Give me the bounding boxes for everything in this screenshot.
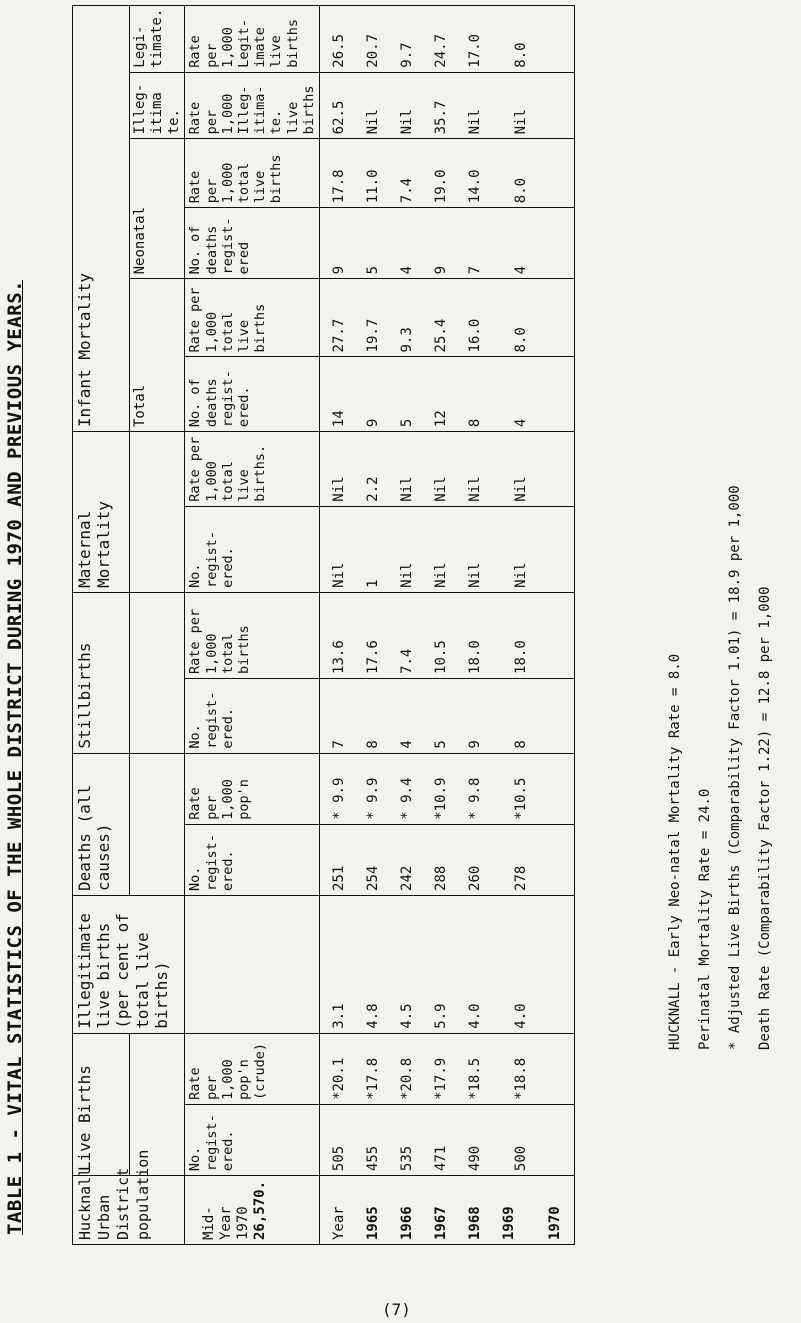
header-live-births: Live Births (73, 1033, 130, 1175)
header-illeg-rate: Rate per 1,000 Illeg-itima-te. live births (185, 72, 320, 139)
table-cell: 9 (466, 740, 483, 749)
table-cell: 260 (466, 865, 483, 891)
spacer (130, 432, 185, 593)
header-still-rate: Rate per 1,000 total births (185, 592, 320, 678)
table-cell: Nil (398, 476, 415, 502)
table-cell: *17.9 (432, 1057, 449, 1100)
table-cell: 1 (364, 579, 381, 588)
header-maternal: Maternal Mortality (73, 432, 130, 593)
table-cell: 4.8 (364, 1003, 381, 1029)
header-deaths-rate: Rate per 1,000 pop'n (185, 753, 320, 824)
table-cell: 7 (330, 740, 347, 749)
header-illeg-pct-blank (185, 895, 320, 1033)
table-cell: * 9.9 (364, 777, 381, 820)
neo-no-column (319, 208, 574, 279)
table-cell: 7.4 (398, 177, 415, 204)
footnotes (660, 330, 780, 1050)
table-cell: Nil (398, 562, 415, 588)
vital-statistics-table (72, 5, 575, 1245)
table-cell: 1968 (466, 1206, 483, 1240)
table-cell: Nil (512, 476, 529, 502)
table-cell: 4.0 (512, 1003, 529, 1029)
table-cell: Nil (466, 109, 483, 135)
table-cell: Nil (364, 109, 381, 135)
table-cell: 4 (512, 265, 529, 275)
table-cell: 9 (330, 265, 347, 275)
table-cell: 16.0 (466, 318, 483, 353)
table-cell: * 9.4 (398, 777, 415, 820)
table-cell: 18.0 (512, 640, 529, 674)
table-cell: 471 (432, 1145, 449, 1172)
table-cell: *17.8 (364, 1057, 381, 1100)
year-column (319, 1176, 574, 1245)
still-no-column (319, 678, 574, 753)
header-lb-rate: Rate per 1,000 pop'n (crude) (185, 1033, 320, 1104)
table-cell: 11.0 (364, 169, 381, 204)
table-cell: 17.0 (466, 34, 483, 68)
rotated-table-block (4, 5, 570, 1245)
header-lb-no: No. regist-ered. (185, 1104, 320, 1175)
table-cell: 5.9 (432, 1003, 449, 1029)
table-cell: 10.5 (432, 640, 449, 674)
table-cell: *18.8 (512, 1057, 529, 1100)
table-cell: 8.0 (512, 327, 529, 353)
table-cell: 7 (466, 265, 483, 275)
table-cell: 5 (364, 265, 381, 275)
year-label: Year (330, 1206, 347, 1240)
table-cell: 1969 (500, 1206, 517, 1240)
note-line: * Adjusted Live Births (Comparability Factor 1.01) = 18.9 per 1,000 (727, 485, 743, 1050)
deaths-no-column (319, 824, 574, 895)
table-cell: 26.5 (330, 34, 347, 68)
table-cell: 278 (512, 865, 529, 891)
header-total: Total (130, 279, 185, 432)
table-cell: Nil (466, 562, 483, 588)
table-cell: 19.7 (364, 318, 381, 353)
table-cell: 4.5 (398, 1003, 415, 1029)
header-neonatal: Neonatal (130, 139, 185, 279)
table-cell: 7.4 (398, 648, 415, 674)
table-cell: 9.3 (398, 327, 415, 353)
live-births-rate-column (319, 1033, 574, 1104)
spacer (130, 753, 185, 895)
table-cell: *18.5 (466, 1057, 483, 1100)
table-cell: 13.6 (330, 640, 347, 674)
table-cell: 24.7 (432, 34, 449, 68)
table-cell: * 9.8 (466, 777, 483, 820)
table-cell: 2.2 (364, 476, 381, 502)
table-cell: Nil (432, 476, 449, 502)
table-cell: 242 (398, 865, 415, 891)
note-line: Perinatal Mortality Rate = 24.0 (697, 788, 713, 1050)
table-cell: 14.0 (466, 169, 483, 204)
table-cell: 8 (364, 740, 381, 749)
table-cell: 505 (330, 1145, 347, 1172)
table-cell: 251 (330, 865, 347, 891)
table-cell: 455 (364, 1145, 381, 1172)
table-cell: 1965 (364, 1206, 381, 1240)
table-cell: 9 (432, 265, 449, 275)
illegit-pct-column (319, 895, 574, 1033)
neo-rate-column (319, 139, 574, 208)
table-cell: * 9.9 (330, 777, 347, 820)
table-cell: 254 (364, 865, 381, 891)
header-illeg-group: Illeg-itima te. (130, 72, 185, 139)
table-cell: 35.7 (432, 100, 449, 135)
table-cell: 4 (398, 740, 415, 749)
header-infant-mortality: Infant Mortality (73, 6, 130, 432)
legit-rate-column (319, 6, 574, 73)
header-still-no: No. regist-ered. (185, 678, 320, 753)
table-cell: 4.0 (466, 1003, 483, 1029)
table-cell: 25.4 (432, 318, 449, 353)
table-cell: 5 (398, 418, 415, 428)
header-mat-rate: Rate per 1,000 total live births. (185, 432, 320, 507)
table-cell: 20.7 (364, 34, 381, 68)
table-cell: Nil (512, 562, 529, 588)
header-legit-rate: Rate per 1,000 Legit-imate live births (185, 6, 320, 73)
header-legit-group: Legi-timate. (130, 6, 185, 73)
table-cell: 8 (512, 740, 529, 749)
table-cell: 8 (466, 418, 483, 428)
table-cell: Nil (330, 562, 347, 588)
table-cell: Nil (330, 476, 347, 502)
table-cell: 500 (512, 1145, 529, 1172)
table-cell: 5 (432, 740, 449, 749)
table-cell: 4 (398, 265, 415, 275)
table-cell: 18.0 (466, 640, 483, 674)
tot-rate-column (319, 279, 574, 357)
header-tot-no: No. of deaths regist-ered. (185, 357, 320, 432)
table-cell: *10.9 (432, 777, 449, 820)
note-line: Death Rate (Comparability Factor 1.22) = 12.8 per 1,000 (757, 586, 773, 1050)
table-cell: 535 (398, 1145, 415, 1172)
table-cell: 3.1 (330, 1003, 347, 1029)
header-stillbirths: Stillbirths (73, 592, 130, 753)
table-cell: 1967 (432, 1206, 449, 1240)
table-cell: 8.0 (512, 42, 529, 68)
table-cell: 17.8 (330, 169, 347, 204)
table-cell: 1970 (546, 1206, 563, 1240)
mat-rate-column (319, 432, 574, 507)
table-cell: 9 (364, 418, 381, 428)
table-title: TABLE 1 - VITAL STATISTICS OF THE WHOLE DISTRICT DURING 1970 AND PREVIOUS YEARS. (4, 279, 26, 1235)
table-cell: *20.1 (330, 1057, 347, 1100)
table-cell: Nil (512, 109, 529, 135)
table-cell: 8.0 (512, 177, 529, 204)
header-illegitimate: Illegitimate live births (per cent of total live births) (73, 895, 185, 1033)
header-tot-rate: Rate per 1,000 total live births (185, 279, 320, 357)
header-neo-no: No. of deaths regist-ered (185, 208, 320, 279)
header-mat-no: No. regist-ered. (185, 506, 320, 592)
table-cell: 17.6 (364, 640, 381, 674)
table-cell: 12 (432, 410, 449, 428)
table-cell: *10.5 (512, 777, 529, 820)
table-cell: 9.7 (398, 42, 415, 68)
page-number: (7) (382, 1300, 411, 1319)
table-cell: *20.8 (398, 1057, 415, 1100)
mat-no-column (319, 506, 574, 592)
note-line: HUCKNALL - Early Neo-natal Mortality Rate = 8.0 (667, 653, 683, 1050)
header-neo-rate: Rate per 1,000 total live births (185, 139, 320, 208)
illeg-rate-column (319, 72, 574, 139)
table-cell: 27.7 (330, 318, 347, 353)
spacer (130, 592, 185, 753)
header-mid-year: Mid-Year 1970 26,570. (185, 1176, 320, 1245)
table-cell: Nil (398, 109, 415, 135)
deaths-rate-column (319, 753, 574, 824)
table-cell: 1966 (398, 1206, 415, 1240)
header-district: Hucknall Urban District population (73, 1176, 185, 1245)
header-deaths: Deaths (all causes) (73, 753, 130, 895)
tot-no-column (319, 357, 574, 432)
still-rate-column (319, 592, 574, 678)
table-cell: Nil (432, 562, 449, 588)
table-cell: 14 (330, 410, 347, 428)
table-cell: 62.5 (330, 100, 347, 135)
table-cell: 4 (512, 418, 529, 428)
live-births-no-column (319, 1104, 574, 1175)
table-cell: Nil (466, 476, 483, 502)
table-cell: 19.0 (432, 169, 449, 204)
table-cell: 288 (432, 865, 449, 891)
header-deaths-no: No. regist-ered. (185, 824, 320, 895)
table-cell: 490 (466, 1145, 483, 1172)
